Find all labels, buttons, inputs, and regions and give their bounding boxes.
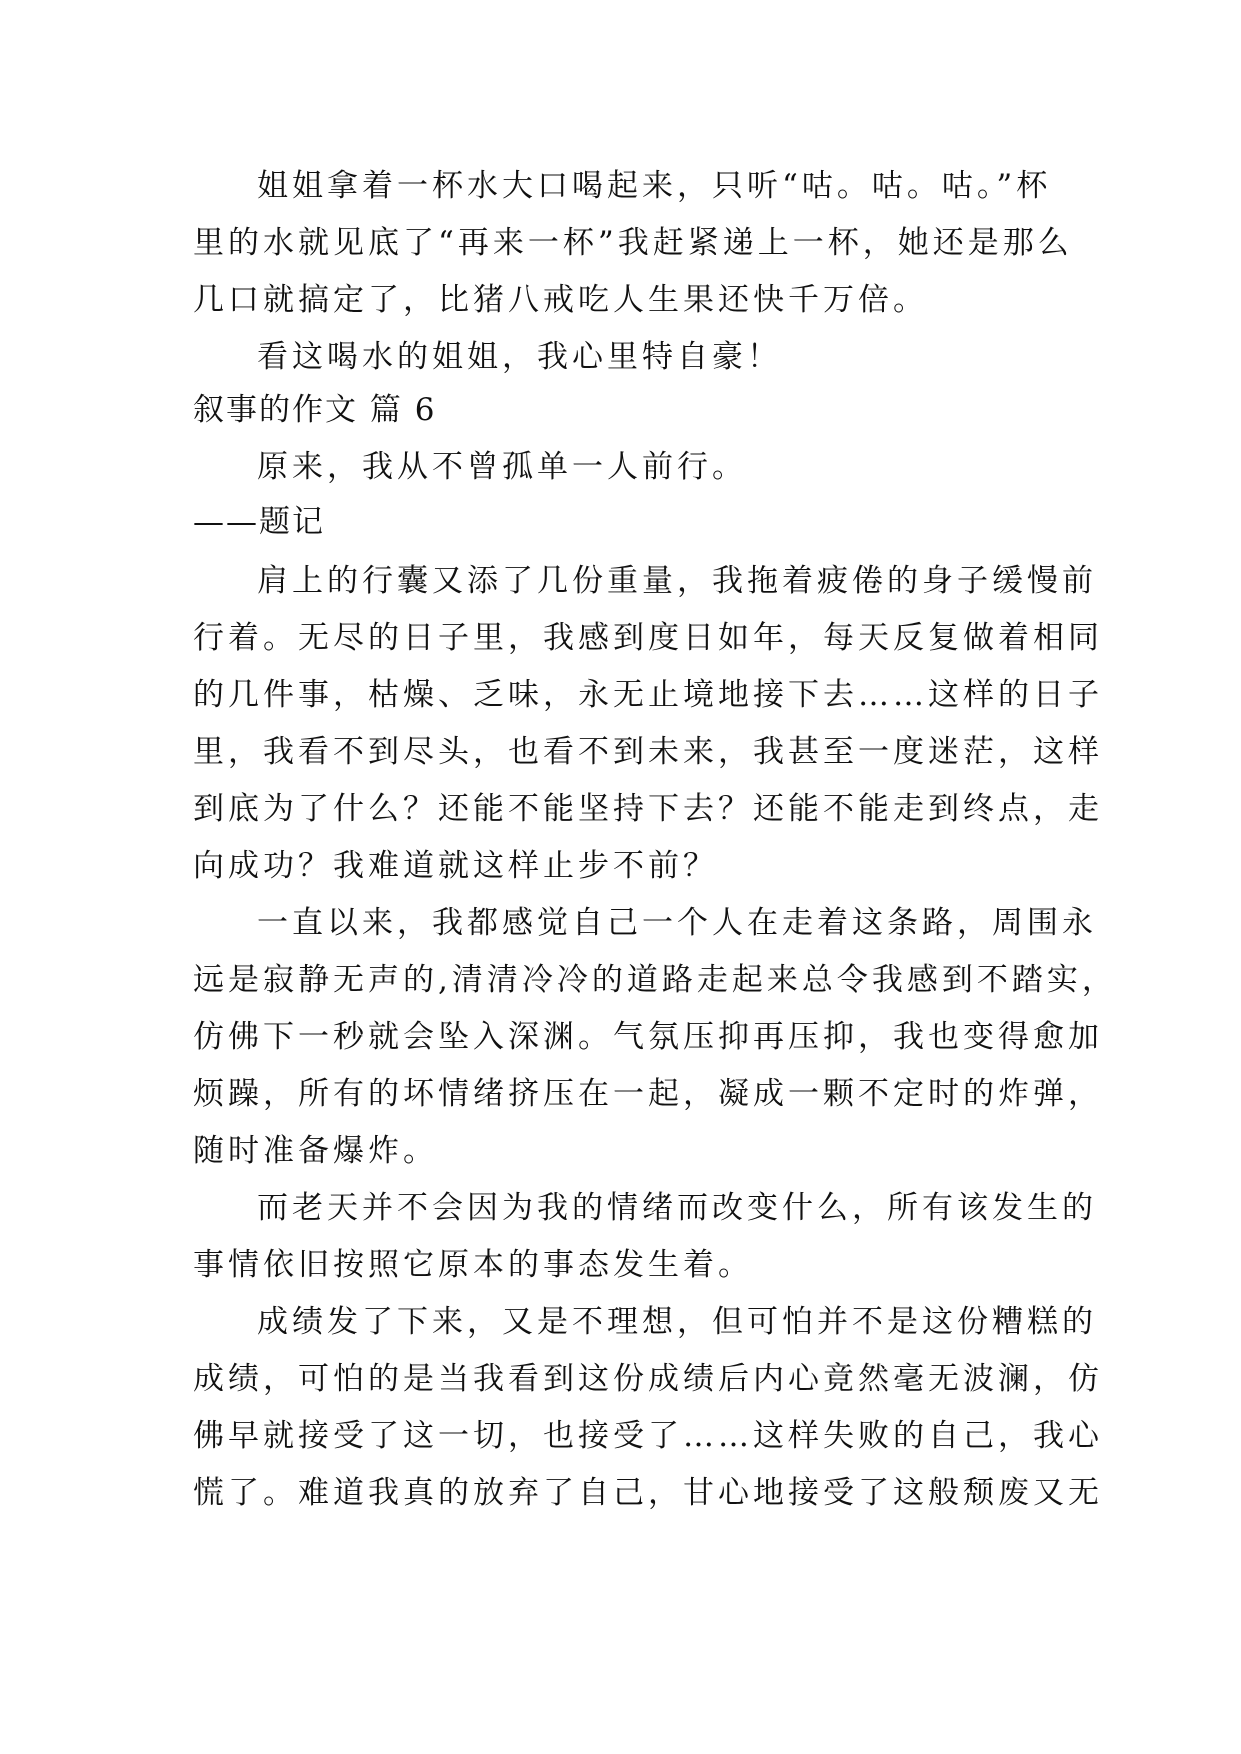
paragraph-line: 几口就搞定了，比猪八戒吃人生果还快千万倍。 — [193, 282, 928, 318]
paragraph-line: 的几件事，枯燥、乏味，永无止境地接下去……这样的日子 — [193, 677, 1103, 713]
paragraph-line: 随时准备爆炸。 — [193, 1133, 438, 1169]
epigraph-attribution: ——题记 — [193, 504, 325, 540]
paragraph-line: 行着。无尽的日子里，我感到度日如年，每天反复做着相同 — [193, 620, 1103, 656]
section-heading: 叙事的作文 篇 6 — [193, 392, 437, 428]
paragraph-line: 慌了。难道我真的放弃了自己，甘心地接受了这般颓废又无 — [193, 1475, 1103, 1511]
paragraph-line: 成绩发了下来，又是不理想，但可怕并不是这份糟糕的 — [257, 1304, 1097, 1340]
paragraph-line: 姐姐拿着一杯水大口喝起来，只听“咕。咕。咕。”杯 — [257, 168, 1052, 204]
paragraph-line: 一直以来，我都感觉自己一个人在走着这条路，周围永 — [257, 905, 1097, 941]
paragraph-line: 肩上的行囊又添了几份重量，我拖着疲倦的身子缓慢前 — [257, 563, 1097, 599]
paragraph-line: 看这喝水的姐姐，我心里特自豪！ — [257, 339, 782, 375]
paragraph-line: 仿佛下一秒就会坠入深渊。气氛压抑再压抑，我也变得愈加 — [193, 1019, 1103, 1055]
paragraph-line: 到底为了什么？还能不能坚持下去？还能不能走到终点，走 — [193, 791, 1103, 827]
paragraph-line: 烦躁，所有的坏情绪挤压在一起，凝成一颗不定时的炸弹， — [193, 1076, 1103, 1112]
paragraph-line: 成绩，可怕的是当我看到这份成绩后内心竟然毫无波澜，仿 — [193, 1361, 1103, 1397]
paragraph-line: 佛早就接受了这一切，也接受了……这样失败的自己，我心 — [193, 1418, 1103, 1454]
paragraph-line: 而老天并不会因为我的情绪而改变什么，所有该发生的 — [257, 1190, 1097, 1226]
epigraph-line: 原来，我从不曾孤单一人前行。 — [257, 449, 747, 485]
paragraph-line: 里的水就见底了“再来一杯”我赶紧递上一杯，她还是那么 — [193, 225, 1073, 261]
paragraph-line: 远是寂静无声的,清清冷冷的道路走起来总令我感到不踏实， — [193, 962, 1117, 998]
paragraph-line: 向成功？我难道就这样止步不前？ — [193, 848, 718, 884]
paragraph-line: 里，我看不到尽头，也看不到未来，我甚至一度迷茫，这样 — [193, 734, 1103, 770]
paragraph-line: 事情依旧按照它原本的事态发生着。 — [193, 1247, 753, 1283]
